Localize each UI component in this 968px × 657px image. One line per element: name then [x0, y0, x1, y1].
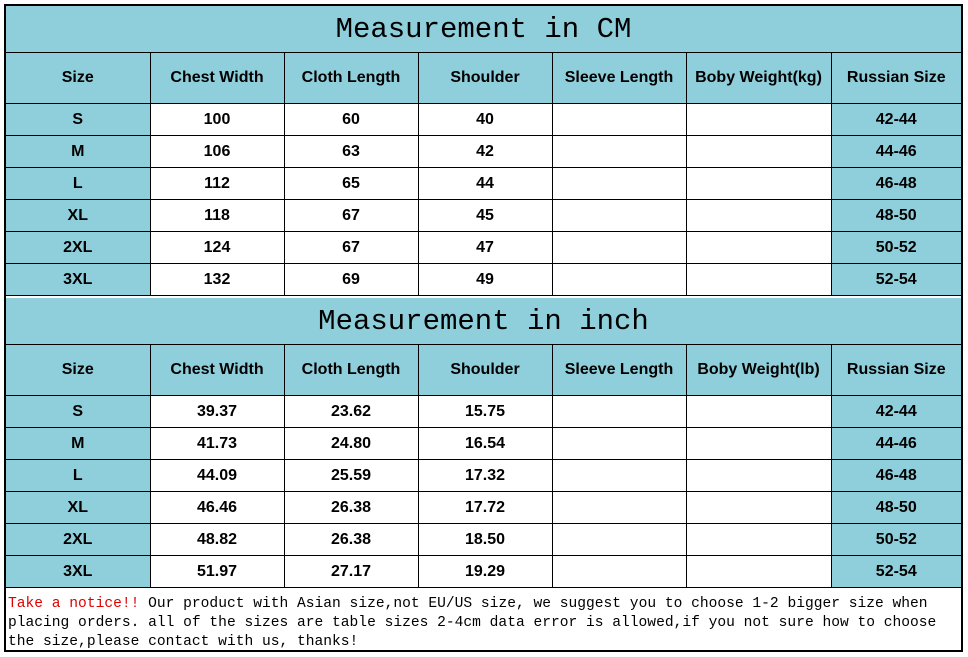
- table-cell: 106: [150, 136, 284, 168]
- column-header: Sleeve Length: [552, 53, 686, 104]
- table-cell: 65: [284, 168, 418, 200]
- table-title-row: [6, 298, 961, 345]
- column-header: Boby Weight(kg): [686, 53, 831, 104]
- table-cell: 63: [284, 136, 418, 168]
- size-label-cell: S: [6, 104, 150, 136]
- russian-size-cell: 44-46: [831, 136, 961, 168]
- russian-size-cell: 50-52: [831, 232, 961, 264]
- size-label-cell: 2XL: [6, 232, 150, 264]
- table-cell: [552, 136, 686, 168]
- table-cell: 112: [150, 168, 284, 200]
- column-header: Chest Width: [150, 345, 284, 396]
- table-cell: [686, 104, 831, 136]
- table-cell: [552, 524, 686, 556]
- table-cell: 42: [418, 136, 552, 168]
- table-cell: [686, 492, 831, 524]
- table-cell: 26.38: [284, 524, 418, 556]
- table-row: [6, 428, 961, 460]
- table-cell: [552, 200, 686, 232]
- table-cell: 118: [150, 200, 284, 232]
- russian-size-cell: 46-48: [831, 168, 961, 200]
- table-cell: 60: [284, 104, 418, 136]
- size-chart-sheet: [4, 4, 963, 652]
- column-header: Boby Weight(lb): [686, 345, 831, 396]
- table-cell: [552, 492, 686, 524]
- size-notice: [8, 595, 960, 652]
- russian-size-cell: 48-50: [831, 200, 961, 232]
- table-header-row: [6, 345, 961, 396]
- russian-size-cell: 52-54: [831, 556, 961, 588]
- table-cell: 23.62: [284, 396, 418, 428]
- column-header: Cloth Length: [284, 53, 418, 104]
- table-row: [6, 396, 961, 428]
- table-row: [6, 524, 961, 556]
- table-cell: 67: [284, 232, 418, 264]
- table-row: [6, 460, 961, 492]
- table-row: [6, 556, 961, 588]
- table-title: Measurement in CM: [6, 6, 961, 53]
- table-row: [6, 168, 961, 200]
- table-cell: 39.37: [150, 396, 284, 428]
- table-cell: [552, 168, 686, 200]
- table-row: [6, 492, 961, 524]
- notice-highlight: Take a notice!!: [8, 596, 140, 612]
- russian-size-cell: 42-44: [831, 396, 961, 428]
- table-cell: 41.73: [150, 428, 284, 460]
- table-cell: 69: [284, 264, 418, 296]
- column-header: Russian Size: [831, 345, 961, 396]
- table-cell: [686, 524, 831, 556]
- column-header: Sleeve Length: [552, 345, 686, 396]
- size-table-inch: [6, 298, 961, 588]
- column-header: Cloth Length: [284, 345, 418, 396]
- table-title-row: [6, 6, 961, 53]
- size-label-cell: 3XL: [6, 556, 150, 588]
- size-label-cell: 3XL: [6, 264, 150, 296]
- table-cell: [686, 264, 831, 296]
- column-header: Chest Width: [150, 53, 284, 104]
- table-cell: [686, 168, 831, 200]
- table-row: [6, 104, 961, 136]
- table-cell: [686, 556, 831, 588]
- column-header: Size: [6, 53, 150, 104]
- russian-size-cell: 50-52: [831, 524, 961, 556]
- russian-size-cell: 46-48: [831, 460, 961, 492]
- size-label-cell: S: [6, 396, 150, 428]
- table-cell: 49: [418, 264, 552, 296]
- table-cell: [686, 200, 831, 232]
- table-row: [6, 200, 961, 232]
- column-header: Shoulder: [418, 345, 552, 396]
- table-row: [6, 136, 961, 168]
- table-cell: 40: [418, 104, 552, 136]
- table-row: [6, 232, 961, 264]
- table-cell: 19.29: [418, 556, 552, 588]
- table-cell: [552, 396, 686, 428]
- column-header: Shoulder: [418, 53, 552, 104]
- size-label-cell: M: [6, 136, 150, 168]
- russian-size-cell: 42-44: [831, 104, 961, 136]
- russian-size-cell: 44-46: [831, 428, 961, 460]
- table-cell: 27.17: [284, 556, 418, 588]
- table-cell: 17.32: [418, 460, 552, 492]
- table-cell: [552, 428, 686, 460]
- table-cell: [686, 232, 831, 264]
- table-cell: [552, 104, 686, 136]
- table-cell: 15.75: [418, 396, 552, 428]
- table-cell: [552, 460, 686, 492]
- table-cell: 46.46: [150, 492, 284, 524]
- size-label-cell: L: [6, 460, 150, 492]
- table-cell: 48.82: [150, 524, 284, 556]
- table-cell: 51.97: [150, 556, 284, 588]
- table-cell: 25.59: [284, 460, 418, 492]
- table-cell: [552, 264, 686, 296]
- size-table-cm: [6, 6, 961, 296]
- size-label-cell: M: [6, 428, 150, 460]
- table-cell: 17.72: [418, 492, 552, 524]
- table-header-row: [6, 53, 961, 104]
- table-row: [6, 264, 961, 296]
- table-cell: 67: [284, 200, 418, 232]
- table-cell: 100: [150, 104, 284, 136]
- size-label-cell: XL: [6, 200, 150, 232]
- table-cell: 18.50: [418, 524, 552, 556]
- table-cell: 16.54: [418, 428, 552, 460]
- table-cell: [686, 136, 831, 168]
- notice-text: Our product with Asian size,not EU/US size, we suggest you to choose 1-2 bigger size when placing orders. all of the sizes are table sizes 2-4cm data error is allowed,if you not sure how to choose the size,please contact with us, thanks!: [8, 596, 937, 650]
- size-label-cell: 2XL: [6, 524, 150, 556]
- column-header: Russian Size: [831, 53, 961, 104]
- table-cell: 45: [418, 200, 552, 232]
- table-title: Measurement in inch: [6, 298, 961, 345]
- table-cell: 26.38: [284, 492, 418, 524]
- size-label-cell: L: [6, 168, 150, 200]
- russian-size-cell: 52-54: [831, 264, 961, 296]
- column-header: Size: [6, 345, 150, 396]
- table-cell: 132: [150, 264, 284, 296]
- size-label-cell: XL: [6, 492, 150, 524]
- table-cell: [552, 556, 686, 588]
- russian-size-cell: 48-50: [831, 492, 961, 524]
- table-cell: [686, 396, 831, 428]
- table-cell: [686, 428, 831, 460]
- table-cell: 44.09: [150, 460, 284, 492]
- table-cell: [686, 460, 831, 492]
- table-cell: 44: [418, 168, 552, 200]
- table-cell: [552, 232, 686, 264]
- table-cell: 47: [418, 232, 552, 264]
- table-cell: 124: [150, 232, 284, 264]
- table-cell: 24.80: [284, 428, 418, 460]
